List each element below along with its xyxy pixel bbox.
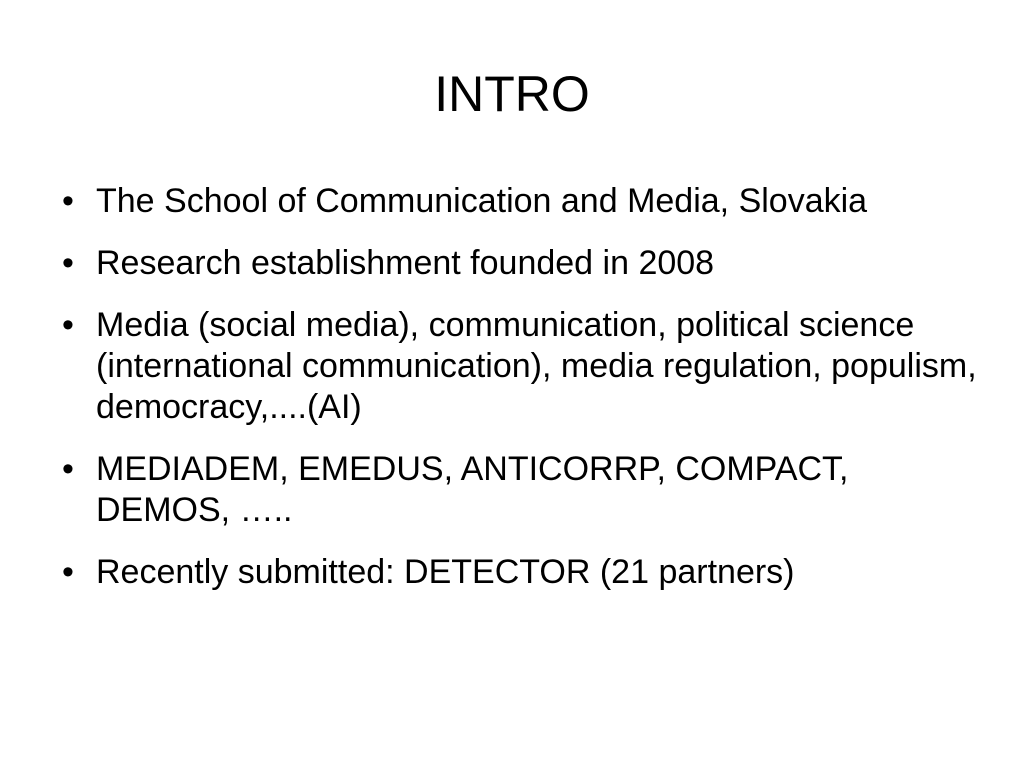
bullet-dot-icon: •	[62, 244, 74, 282]
bullet-text: Research establishment founded in 2008	[96, 244, 715, 282]
bullet-item-projects	[58, 449, 978, 531]
bullet-text: The School of Communication and Media, Slovakia	[96, 182, 868, 220]
bullet-item-submitted	[58, 552, 978, 593]
bullet-dot-icon: •	[62, 450, 74, 488]
bullet-item-school	[58, 181, 978, 222]
bullet-dot-icon: •	[62, 182, 74, 220]
bullet-item-founded	[58, 243, 978, 284]
bullet-dot-icon: •	[62, 306, 74, 344]
bullet-text: Media (social media), communication, political science (international communication), media regulation, populism, democracy,....(AI)	[96, 306, 977, 426]
bullet-item-research-areas	[58, 305, 978, 428]
bullet-text: MEDIADEM, EMEDUS, ANTICORRP, COMPACT, DEMOS, …..	[96, 450, 849, 529]
slide-title: INTRO	[434, 66, 590, 122]
bullet-text: Recently submitted: DETECTOR (21 partners)	[96, 553, 795, 591]
bullet-dot-icon: •	[62, 553, 74, 591]
bullet-list	[58, 181, 978, 614]
